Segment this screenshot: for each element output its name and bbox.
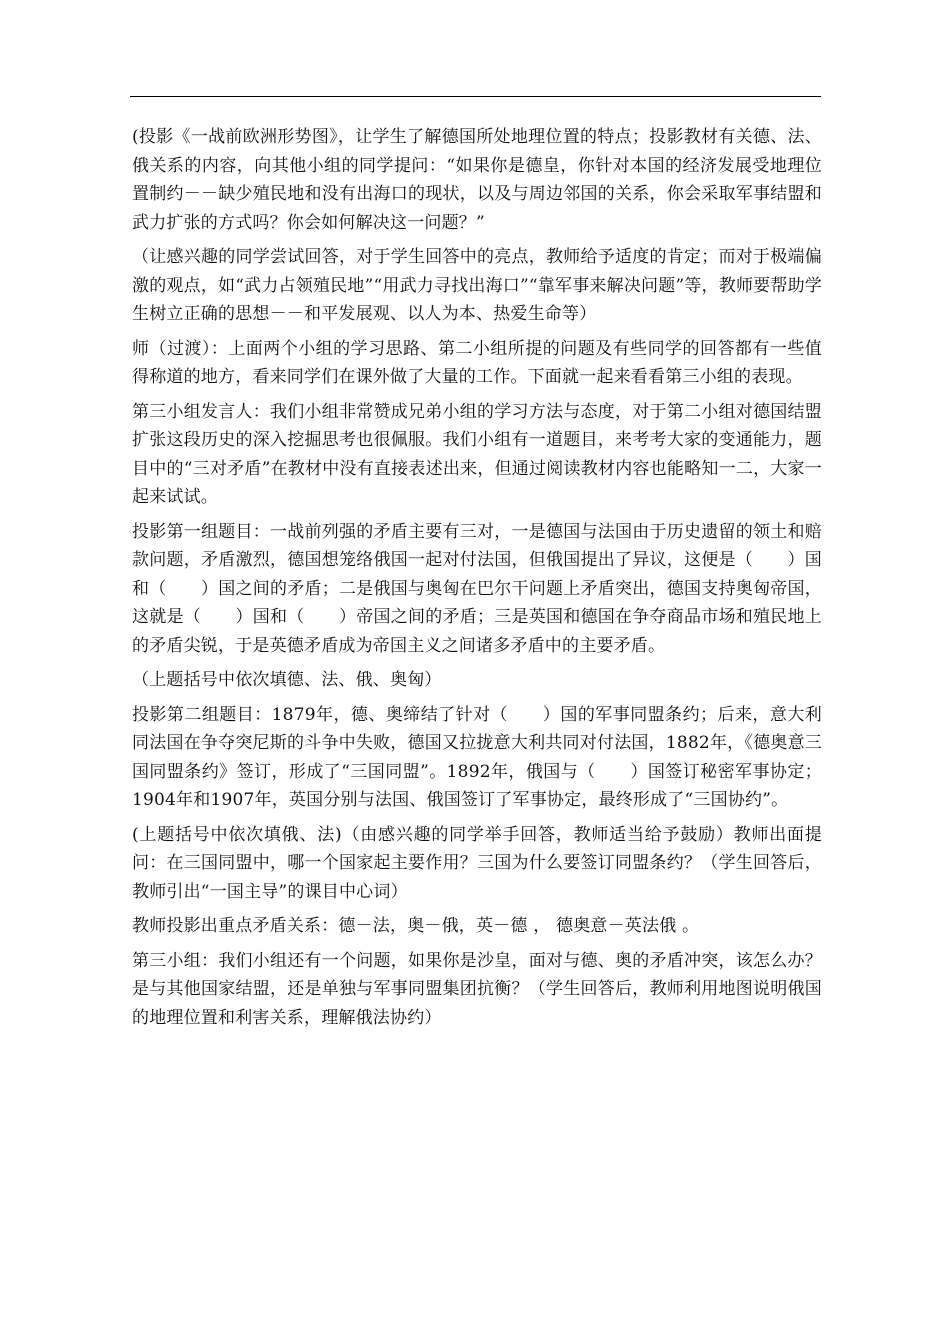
paragraph: 第三小组：我们小组还有一个问题，如果你是沙皇，面对与德、奥的矛盾冲突，该怎么办？是与其他国家结盟，还是单独与军事同盟集团抗衡？（学生回答后，教师利用地图说明俄国的地理位置和利害关系，理解俄法协约） (132, 950, 822, 1028)
paragraph: 师（过渡）：上面两个小组的学习思路、第二小组所提的问题及有些同学的回答都有一些值得称道的地方，看来同学们在课外做了大量的工作。下面就一起来看看第三小组的表现。 (132, 338, 822, 387)
paragraph: 教师投影出重点矛盾关系：德－法，奥－俄，英－德 ， 德奥意－英法俄 。 (132, 916, 700, 936)
paragraph: 第三小组发言人：我们小组非常赞成兄弟小组的学习方法与态度，对于第二小组对德国结盟扩张这段历史的深入挖掘思考也很佩服。我们小组有一道题目，来考考大家的变通能力，题目中的“三对矛盾”在教材中没有直接表述出来，但通过阅读教材内容也能略知一二，大家一起来试试。 (132, 401, 822, 507)
paragraph: （让感兴趣的同学尝试回答，对于学生回答中的亮点，教师给予适度的肯定；而对于极端偏激的观点，如“武力占领殖民地”“用武力寻找出海口”“靠军事来解决问题”等，教师要帮助学生树立正确的思想－－和平发展观、以人为本、热爱生命等） (132, 247, 822, 324)
paragraph: 投影第一组题目：一战前列强的矛盾主要有三对，一是德国与法国由于历史遗留的领土和赔款问题，矛盾激烈，德国想笼络俄国一起对付法国，但俄国提出了异议，这便是（ ）国和（ ）国之间的矛盾；二是俄国与奥匈在巴尔干问题上矛盾突出，德国支持奥匈帝国，这就是（ ）国和（ ）帝国之间的矛盾；三是英国和德国在争夺商品市场和殖民地上的矛盾尖锐，于是英德矛盾成为帝国主义之间诸多矛盾中的主要矛盾。 (132, 521, 822, 656)
header-rule (130, 96, 821, 97)
paragraph: (上题括号中依次填俄、法)（由感兴趣的同学举手回答，教师适当给予鼓励）教师出面提问：在三国同盟中，哪一个国家起主要作用？三国为什么要签订同盟条约？（学生回答后，教师引出“一国主导”的课目中心词） (132, 824, 822, 902)
document-body (132, 123, 822, 1038)
paragraph: 投影第二组题目：1879年，德、奥缔结了针对（ ）国的军事同盟条约；后来，意大利同法国在争夺突尼斯的斗争中失败，德国又拉拢意大利共同对付法国，1882年，《德奥意三国同盟条约》签订，形成了“三国同盟”。1892年，俄国与（ ）国签订秘密军事协定；1904年和1907年，英国分别与法国、俄国签订了军事协定，最终形成了“三国协约”。 (132, 704, 822, 810)
paragraph: (投影《一战前欧洲形势图》，让学生了解德国所处地理位置的特点；投影教材有关德、法、俄关系的内容，向其他小组的同学提问：“如果你是德皇，你针对本国的经济发展受地理位置制约－－缺少殖民地和没有出海口的现状，以及与周边邻国的关系，你会采取军事结盟和武力扩张的方式吗？你会如何解决这一问题？” (132, 127, 822, 233)
paragraph: （上题括号中依次填德、法、俄、奥匈） (132, 670, 442, 690)
